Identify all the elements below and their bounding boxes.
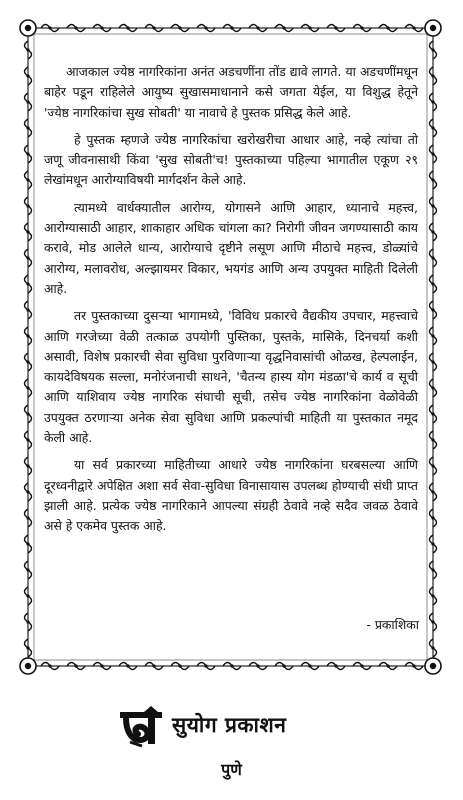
paragraph: या सर्व प्रकारच्या माहितीच्या आधारे ज्येष्ठ नागरिकांना घरबसल्या आणि दूरध्वनीद्वारे अपेक्षित अशा सर्व सेवा-सुविधा विनासायास उपलब्ध होण्याची संधी प्राप्त झाली आहे. प्रत्येक ज्येष्ठ नागरिकाने आपल्या संग्रही ठेवावे नव्हे सदैव जवळ ठेवावे असे हे एकमेव पुस्तक आहे. [44,457,418,534]
paragraph: त्यामध्ये वार्धक्यातील आरोग्य, योगासने आणि आहार, ध्यानाचे महत्त्व, आरोग्यासाठी आहार, शाकाहार अधिक चांगला का? निरोगी जीवन जगण्यासाठी काय करावे, मोड आलेले धान्य, आरोग्याचे दृष्टीने लसूण आणि मीठाचे महत्त्व, डोळ्यांचे आरोग्य, मलावरोध, अल्झायमर विकार, भयगंड आणि अन्य उपयुक्त माहिती दिलेली आहे. [44,199,418,296]
paragraph: हे पुस्तक म्हणजे ज्येष्ठ नागरिकांचा खरोखरीचा आधार आहे, नव्हे त्यांचा तो जणू जीवनासाथी किंवा 'सुख सोबती'च! पुस्तकाच्या पहिल्या भागातील एकूण २९ लेखांमधून आरोग्याविषयी मार्गदर्शन केले आहे. [44,131,418,188]
publisher-city: पुणे [221,760,242,779]
paragraph: तर पुस्तकाच्या दुसऱ्या भागामध्ये, 'विविध प्रकारचे वैद्यकीय उपचार, महत्त्वाचे आणि गरजेच्या वेळी तत्काळ उपयोगी पुस्तिका, पुस्तके, मासिके, दिनचर्या कशी असावी, विशेष प्रकारची सेवा सुविधा पुरविणाऱ्या वृद्धनिवासांची ओळख, हेल्पलाईन, कायदेविषयक सल्ला, मनोरंजनाची साधने, 'चैतन्य हास्य योग मंडळा'चे कार्य व सूची आणि याशिवाय ज्येष्ठ नागरिक संघाची सूची, तसेच ज्येष्ठ नागरिकांना वेळोवेळी उपयुक्त ठरणाऱ्या अनेक सेवा सुविधा आणि प्रकल्पांची माहिती या पुस्तकात नमूद केली आहे. [44,308,418,446]
publisher-signature: - प्रकाशिका [366,617,419,632]
paragraph: आजकाल ज्येष्ठ नागरिकांना अनंत अडचणींना तोंड द्यावे लागते. या अडचणींमधून बाहेर पडून राहिलेले आयुष्य सुखासमाधानाने कसे जगता येईल, या विशुद्ध हेतूने 'ज्येष्ठ नागरिकांचा सुख सोबती' या नावाचे हे पुस्तक प्रसिद्ध केले आहे. [44,64,418,120]
publisher-logo-row [118,702,286,748]
publisher-name: सुयोग प्रकाशन [172,713,287,737]
su-monogram-icon [118,702,164,748]
preface-text [44,62,418,544]
